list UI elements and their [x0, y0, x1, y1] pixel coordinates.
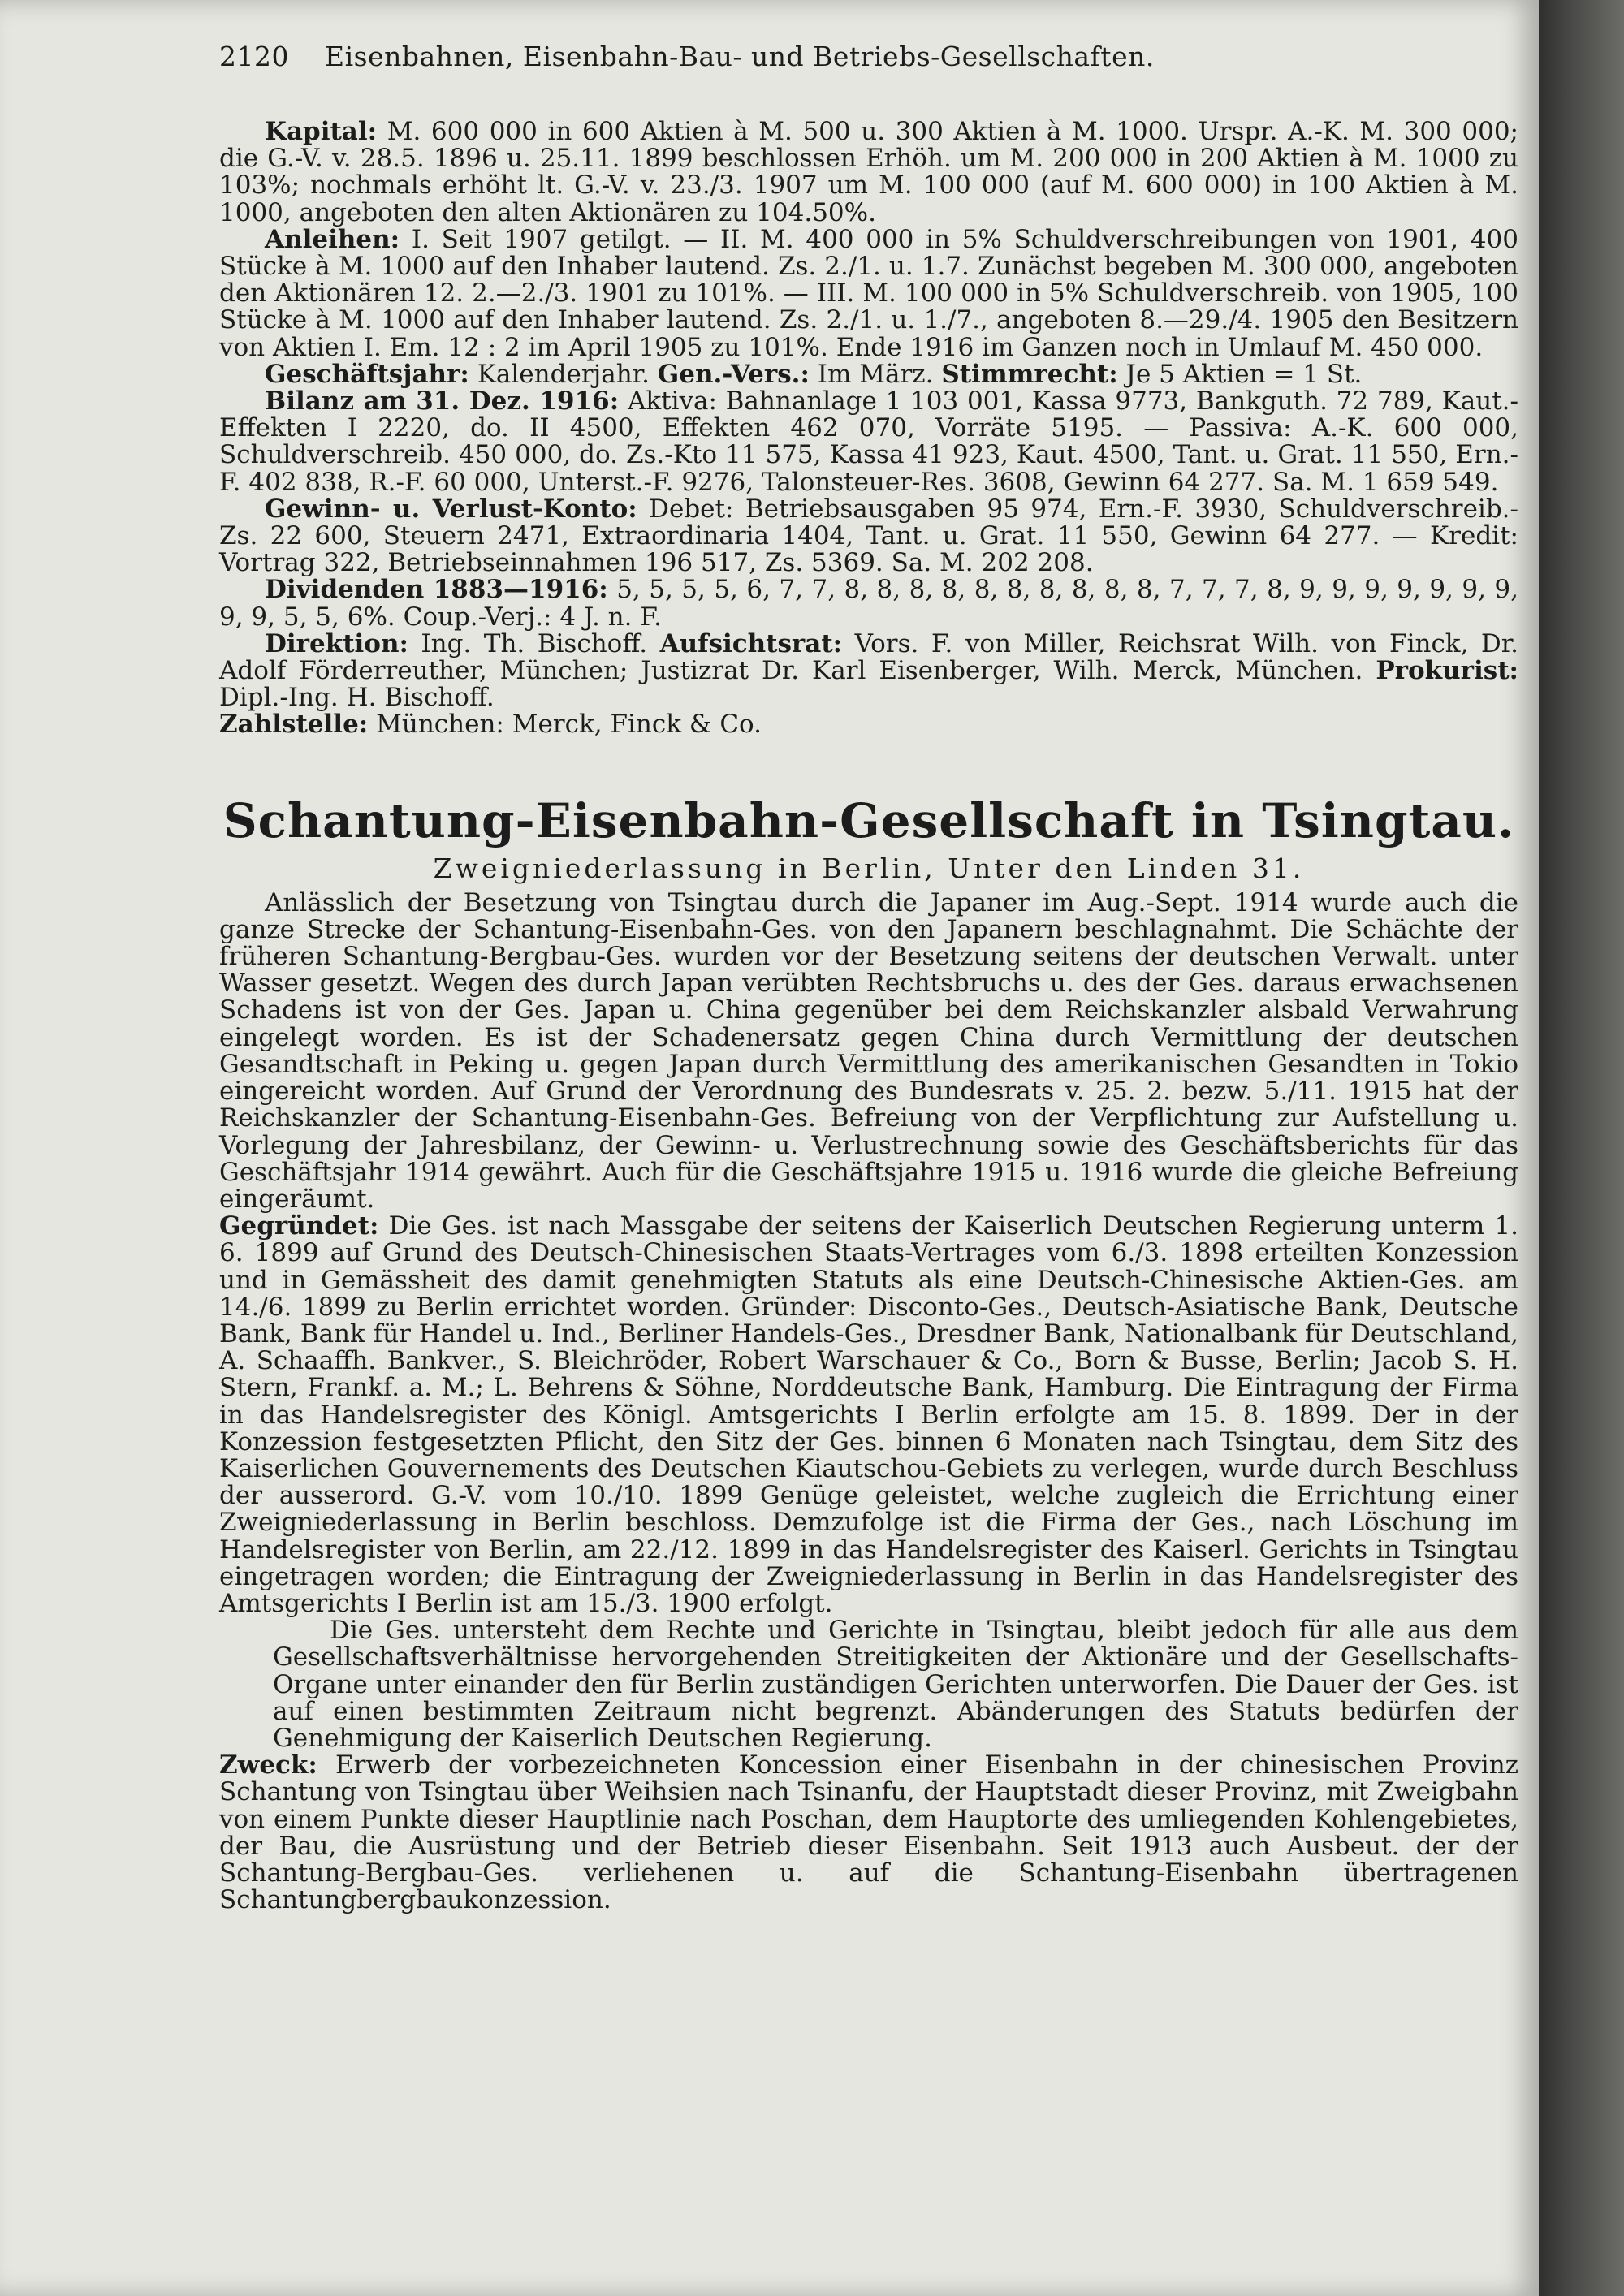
bilanz-paragraph — [219, 388, 1518, 496]
geschaeftsjahr-label: Geschäftsjahr: — [265, 359, 469, 389]
zweck-paragraph — [219, 1752, 1518, 1914]
running-title: Eisenbahnen, Eisenbahn-Bau- und Betriebs-Gesellschaften. — [324, 41, 1155, 72]
dividenden-paragraph — [219, 576, 1518, 630]
genvers-text: Im März. — [817, 359, 934, 389]
bilanz-text: Aktiva: Bahnanlage 1 103 001, Kassa 9773, Bankguth. 72 789, Kaut.-Effekten I 2220, do. II 4500, Effekten 462 070, Vorräte 5195. — Passiva: A.-K. 600 000, Schuldverschreib. 450 000, do. Zs.-Kto 11 575, Kassa 41 923, Kaut. 4500, Tant. u. Grat. 11 550, Ern.-F. 402 838, R.-F. 60 000, Unterst.-F. 9276, Talonsteuer-Res. 3608, Gewinn 64 277. Sa. M. 1 659 549. — [219, 386, 1518, 497]
genvers-label: Gen.-Vers.: — [657, 359, 810, 389]
kapital-paragraph — [219, 119, 1518, 227]
intro-paragraph: Anlässlich der Besetzung von Tsingtau durch die Japaner im Aug.-Sept. 1914 wurde auch die ganze Strecke der Schantung-Eisenbahn-Ges. von den Japanern beschlagnahmt. Die Schächte der früheren Schantung-Bergbau-Ges. wurden vor der Besetzung seitens der deutschen Verwalt. unter Wasser gesetzt. Wegen des durch Japan verübten Rechtsbruchs u. des der Ges. daraus erwachsenen Schadens ist von der Ges. Japan u. China gegenüber bei dem Reichskanzler alsbald Verwahrung eingelegt worden. Es ist der Schadenersatz gegen China durch Vermittlung der deutschen Gesandtschaft in Peking u. gegen Japan durch Vermittlung des amerikanischen Gesandten in Tokio eingereicht worden. Auf Grund der Verordnung des Bundesrats v. 25. 2. bezw. 5./11. 1915 hat der Reichskanzler der Schantung-Eisenbahn-Ges. Befreiung von der Verpflichtung zur Aufstellung u. Vorlegung der Jahresbilanz, der Gewinn- u. Verlustrechnung sowie des Geschäftsberichts für das Geschäftsjahr 1914 gewährt. Auch für die Geschäftsjahre 1915 u. 1916 wurde die gleiche Befreiung eingeräumt. — [219, 887, 1518, 1214]
bilanz-label: Bilanz am 31. Dez. 1916: — [265, 386, 620, 416]
aufsichtsrat-text: Vors. F. von Miller, Reichsrat Wilh. von Finck, Dr. Adolf Förderreuther, München; Justizrat Dr. Karl Eisenberger, Wilh. Merck, München. — [219, 628, 1519, 686]
company-title: Schantung-Eisenbahn-Gesellschaft in Tsingtau. — [222, 792, 1515, 848]
page-content — [219, 41, 1518, 1914]
previous-company-entry — [219, 119, 1518, 739]
dividenden-label: Dividenden 1883—1916: — [265, 575, 608, 605]
company-entry — [219, 887, 1518, 1915]
facing-page-edge — [1539, 0, 1624, 2296]
gegruendet-continuation — [219, 1617, 1518, 1752]
gegruendet-section — [219, 1213, 1518, 1752]
aufsichtsrat-label: Aufsichtsrat: — [659, 628, 843, 658]
geschaeftsjahr-paragraph — [219, 361, 1518, 388]
direktion-text: Ing. Th. Bischoff. — [421, 628, 648, 658]
gegruendet-text: Die Ges. ist nach Massgabe der seitens der Kaiserlich Deutschen Regierung unterm 1. 6. 1899 auf Grund des Deutsch-Chinesischen Staats-Vertrages vom 6./3. 1898 erteilten Konzession und in Gemässheit des damit genehmigten Statuts als eine Deutsch-Chinesische Aktien-Ges. am 14./6. 1899 zu Berlin errichtet worden. Gründer: Disconto-Ges., Deutsch-Asiatische Bank, Deutsche Bank, Bank für Handel u. Ind., Berliner Handels-Ges., Dresdner Bank, Nationalbank für Deutschland, A. Schaaffh. Bankver., S. Bleichröder, Robert Warschauer & Co., Born & Busse, Berlin; Jacob S. H. Stern, Frankf. a. M.; L. Behrens & Söhne, Norddeutsche Bank, Hamburg. Die Eintragung der Firma in das Handelsregister des Königl. Amtsgerichts I Berlin erfolgte am 15. 8. 1899. Der in der Konzession festgesetzten Pflicht, den Sitz der Ges. binnen 6 Monaten nach Tsingtau, dem Sitz des Kaiserlichen Gouvernements des Deutschen Kiautschou-Gebiets zu verlegen, wurde durch Beschluss der ausserord. G.-V. vom 10./10. 1899 Genüge geleistet, welche zugleich die Errichtung einer Zweigniederlassung in Berlin beschloss. Demzufolge ist die Firma der Ges., nach Löschung im Handelsregister von Berlin, am 22./12. 1899 in das Handelsregister des Kaiserl. Gerichts in Tsingtau eingetragen worden; die Eintragung der Zweigniederlassung in Berlin in das Handelsregister des Amtsgerichts I Berlin ist am 15./3. 1900 erfolgt. — [219, 1211, 1518, 1618]
geschaeftsjahr-text: Kalenderjahr. — [477, 359, 650, 389]
kapital-text: M. 600 000 in 600 Aktien à M. 500 u. 300 Aktien à M. 1000. Urspr. A.-K. M. 300 000; die G.-V. v. 28.5. 1896 u. 25.11. 1899 beschlossen Erhöh. um M. 200 000 in 200 Aktien à M. 1000 zu 103%; nochmals erhöht lt. G.-V. v. 23./3. 1907 um M. 100 000 (auf M. 600 000) in 100 Aktien à M. 1000, angeboten den alten Aktionären zu 104.50%. — [219, 117, 1518, 227]
zahlstelle-text: München: Merck, Finck & Co. — [376, 710, 762, 740]
anleihen-text: I. Seit 1907 getilgt. — II. M. 400 000 in 5% Schuldverschreibungen von 1901, 400 Stücke à M. 1000 auf den Inhaber lautend. Zs. 2./1. u. 1.7. Zunächst begeben M. 300 000, angeboten den Aktionären 12. 2.—2./3. 1901 zu 101%. — III. M. 100 000 in 5% Schuldverschreib. von 1905, 100 Stücke à M. 1000 auf den Inhaber lautend. Zs. 2./1. u. 1./7., angeboten 8.—29./4. 1905 den Besitzern von Aktien I. Em. 12 : 2 im April 1905 zu 101%. Ende 1916 im Ganzen noch in Umlauf M. 450 000. — [219, 224, 1518, 362]
gegruendet-paragraph — [219, 1213, 1518, 1617]
running-head — [219, 41, 1518, 73]
page-number: 2120 — [219, 41, 289, 72]
stimmrecht-text: Je 5 Aktien = 1 St. — [1125, 359, 1363, 389]
zahlstelle-paragraph — [219, 711, 1518, 738]
stimmrecht-label: Stimmrecht: — [941, 359, 1118, 389]
zweck-label: Zweck: — [219, 1750, 317, 1780]
guv-paragraph — [219, 496, 1518, 577]
zweck-text: Erwerb der vorbezeichneten Koncession einer Eisenbahn in der chinesischen Provinz Schantung von Tsingtau über Weihsien nach Tsinanfu, der Hauptstadt dieser Provinz, mit Zweigbahn von einem Punkte dieser Hauptlinie nach Poschan, dem Hauptorte des umliegenden Kohlengebietes, der Bau, die Ausrüstung und der Betrieb dieser Eisenbahn. Seit 1913 auch Ausbeut. der der Schantung-Bergbau-Ges. verliehenen u. auf die Schantung-Eisenbahn übertragenen Schantungbergbaukonzession. — [219, 1750, 1518, 1915]
dividenden-text: 5, 5, 5, 5, 6, 7, 7, 8, 8, 8, 8, 8, 8, 8, 8, 8, 8, 7, 7, 7, 8, 9, 9, 9, 9, 9, 9, 9, 9, 9, 5, 5, 6%. Coup.-Verj.: 4 J. n. F. — [219, 575, 1518, 632]
gegruendet-label: Gegründet: — [219, 1211, 379, 1241]
anleihen-label: Anleihen: — [265, 224, 400, 254]
guv-text: Debet: Betriebsausgaben 95 974, Ern.-F. 3930, Schuldverschreib.-Zs. 22 600, Steuern 2471, Extraordinaria 1404, Tant. u. Grat. 11 550, Gewinn 64 277. — Kredit: Vortrag 322, Betriebseinnahmen 196 517, Zs. 5369. Sa. M. 202 208. — [219, 494, 1518, 578]
gegruendet-text-2: Die Ges. untersteht dem Rechte und Gerichte in Tsingtau, bleibt jedoch für alle aus dem Gesellschaftsverhältnisse hervorgehenden Streitigkeiten der Aktionäre und der Gesellschafts-Organe unter einander den für Berlin zuständigen Gerichten unterworfen. Die Dauer der Ges. ist auf einen bestimmten Zeitraum nicht begrenzt. Abänderungen des Statuts bedürfen der Genehmigung der Kaiserlich Deutschen Regierung. — [273, 1616, 1518, 1753]
guv-label: Gewinn- u. Verlust-Konto: — [265, 494, 637, 524]
direktion-paragraph — [219, 628, 1519, 713]
kapital-label: Kapital: — [265, 117, 378, 146]
direktion-label: Direktion: — [265, 628, 408, 658]
zahlstelle-label: Zahlstelle: — [219, 710, 369, 740]
anleihen-paragraph — [219, 224, 1518, 362]
prokurist-label: Prokurist: — [1376, 656, 1518, 686]
prokurist-text: Dipl.-Ing. H. Bischoff. — [219, 683, 495, 713]
company-subtitle: Zweigniederlassung in Berlin, Unter den Linden 31. — [433, 852, 1305, 884]
